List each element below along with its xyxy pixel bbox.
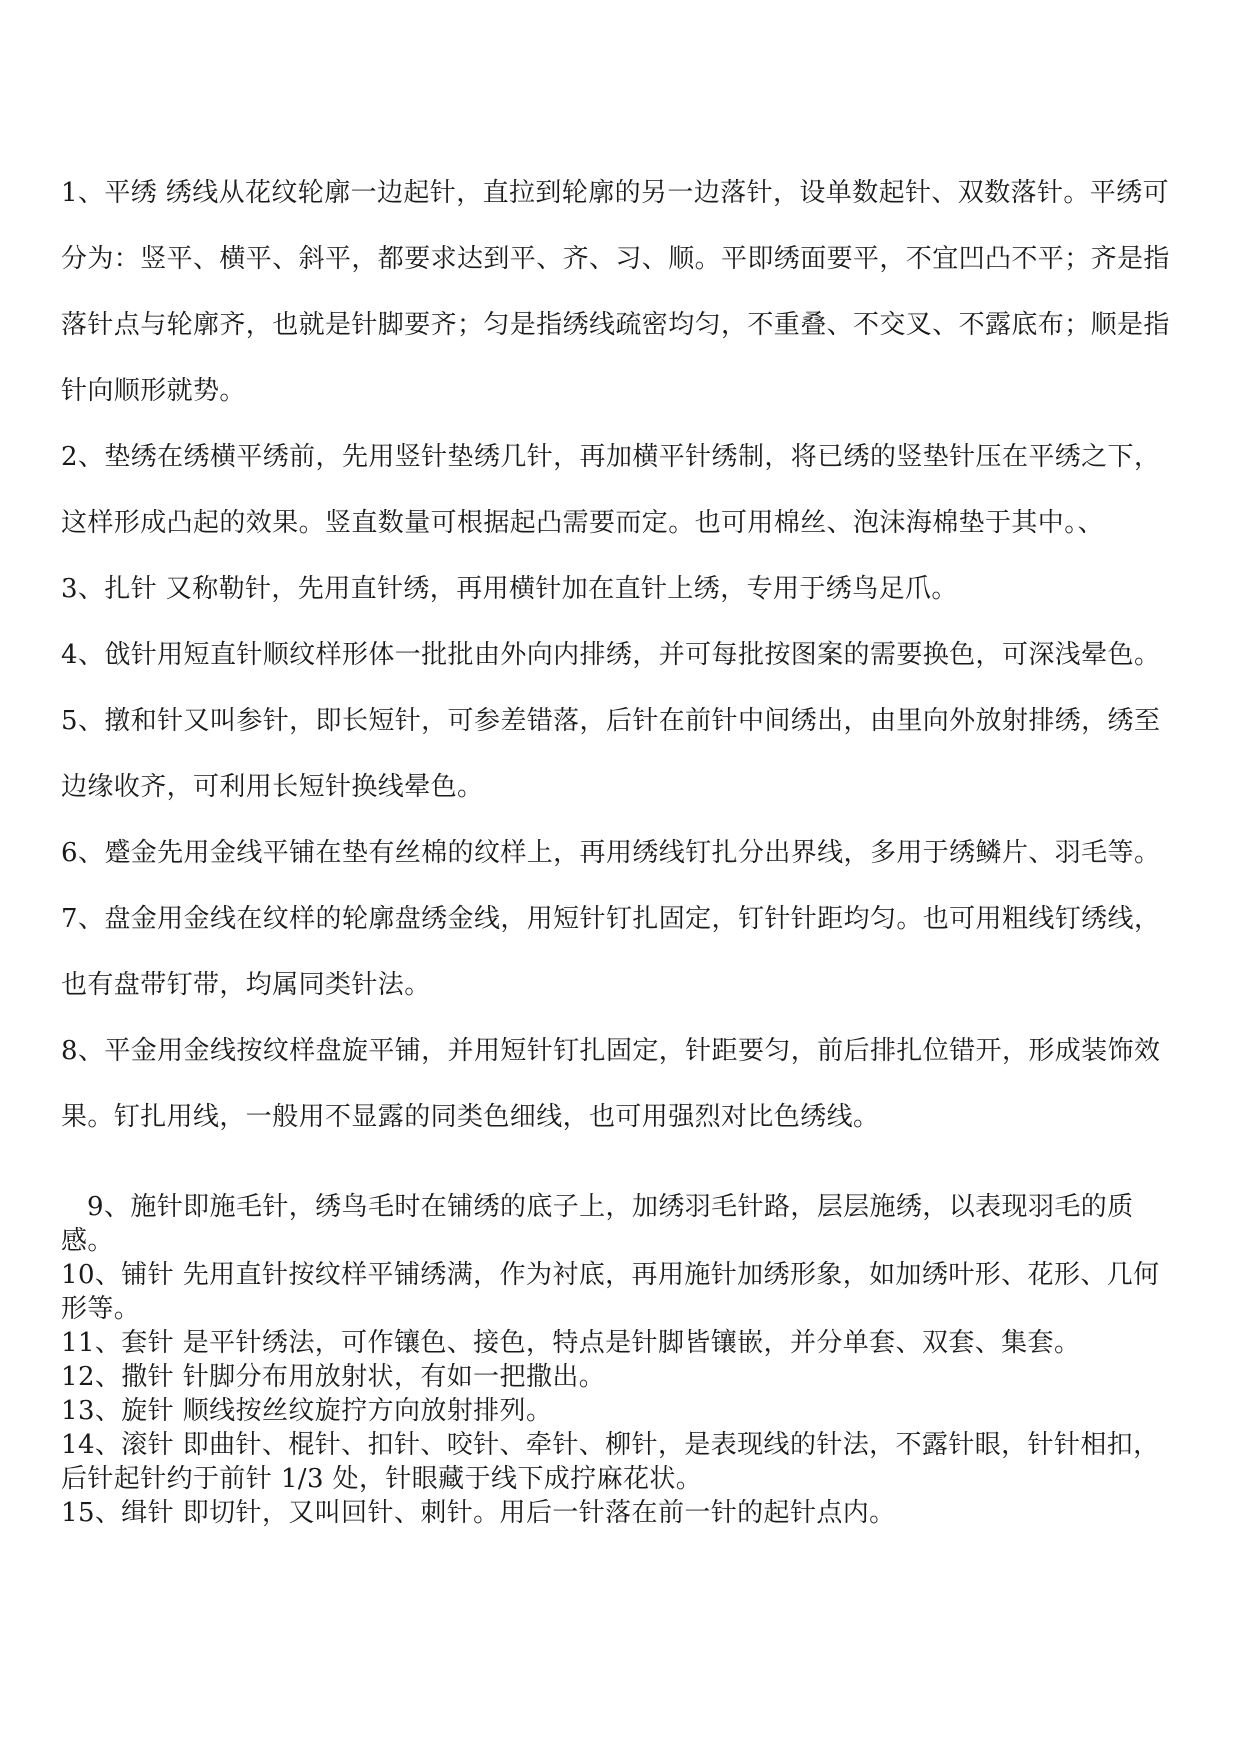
document-page bbox=[61, 160, 1181, 1530]
paragraph-1: 1、平绣 绣线从花纹轮廓一边起针，直拉到轮廓的另一边落针，设单数起针、双数落针。平绣可分为：竖平、横平、斜平，都要求达到平、齐、习、顺。平即绣面要平，不宜凹凸不平；齐是指落针点与轮廓齐，也就是针脚要齐；匀是指绣线疏密均匀，不重叠、不交叉、不露底布；顺是指针向顺形就势。 bbox=[61, 178, 1170, 406]
paragraph-14: 14、滚针 即曲针、棍针、扣针、咬针、牵针、柳针，是表现线的针法，不露针眼，针针相扣，后针起针约于前针 1/3 处，针眼藏于线下成拧麻花状。 bbox=[61, 1430, 1160, 1494]
paragraph-5: 5、撴和针又叫参针，即长短针，可参差错落，后针在前针中间绣出，由里向外放射排绣，绣至边缘收齐，可利用长短针换线晕色。 bbox=[61, 706, 1161, 802]
paragraph-3: 3、扎针 又称勒针，先用直针绣，再用横针加在直针上绣，专用于绣鸟足爪。 bbox=[61, 574, 958, 604]
paragraph-4: 4、戗针用短直针顺纹样形体一批批由外向内排绣，并可每批按图案的需要换色，可深浅晕色。 bbox=[61, 640, 1161, 670]
paragraph-7: 7、盘金用金线在纹样的轮廓盘绣金线，用短针钉扎固定，钉针针距均匀。也可用粗线钉绣线，也有盘带钉带，均属同类针法。 bbox=[61, 904, 1161, 1000]
paragraph-10: 10、铺针 先用直针按纹样平铺绣满，作为衬底，再用施针加绣形象，如加绣叶形、花形、几何形等。 bbox=[61, 1260, 1160, 1324]
paragraph-15: 15、缉针 即切针，又叫回针、刺针。用后一针落在前一针的起针点内。 bbox=[61, 1498, 896, 1528]
paragraph-6: 6、蹙金先用金线平铺在垫有丝棉的纹样上，再用绣线钉扎分出界线，多用于绣鳞片、羽毛等。 bbox=[61, 838, 1161, 868]
paragraph-8: 8、平金用金线按纹样盘旋平铺，并用短针钉扎固定，针距要匀，前后排扎位错开，形成装饰效果。钉扎用线，一般用不显露的同类色细线，也可用强烈对比色绣线。 bbox=[61, 1036, 1161, 1132]
stitch-list-spaced bbox=[61, 160, 1181, 1150]
paragraph-12: 12、撒针 针脚分布用放射状，有如一把撒出。 bbox=[61, 1362, 606, 1392]
stitch-list-tight bbox=[61, 1190, 1181, 1530]
paragraph-9: 9、施针即施毛针，绣鸟毛时在铺绣的底子上，加绣羽毛针路，层层施绣，以表现羽毛的质感。 bbox=[61, 1192, 1134, 1256]
paragraph-2: 2、垫绣在绣横平绣前，先用竖针垫绣几针，再加横平针绣制，将已绣的竖垫针压在平绣之下，这样形成凸起的效果。竖直数量可根据起凸需要而定。也可用棉丝、泡沫海棉垫于其中。、 bbox=[61, 442, 1161, 538]
paragraph-11: 11、套针 是平针绣法，可作镶色、接色，特点是针脚皆镶嵌，并分单套、双套、集套。 bbox=[61, 1328, 1081, 1358]
paragraph-13: 13、旋针 顺线按丝纹旋拧方向放射排列。 bbox=[61, 1396, 553, 1426]
